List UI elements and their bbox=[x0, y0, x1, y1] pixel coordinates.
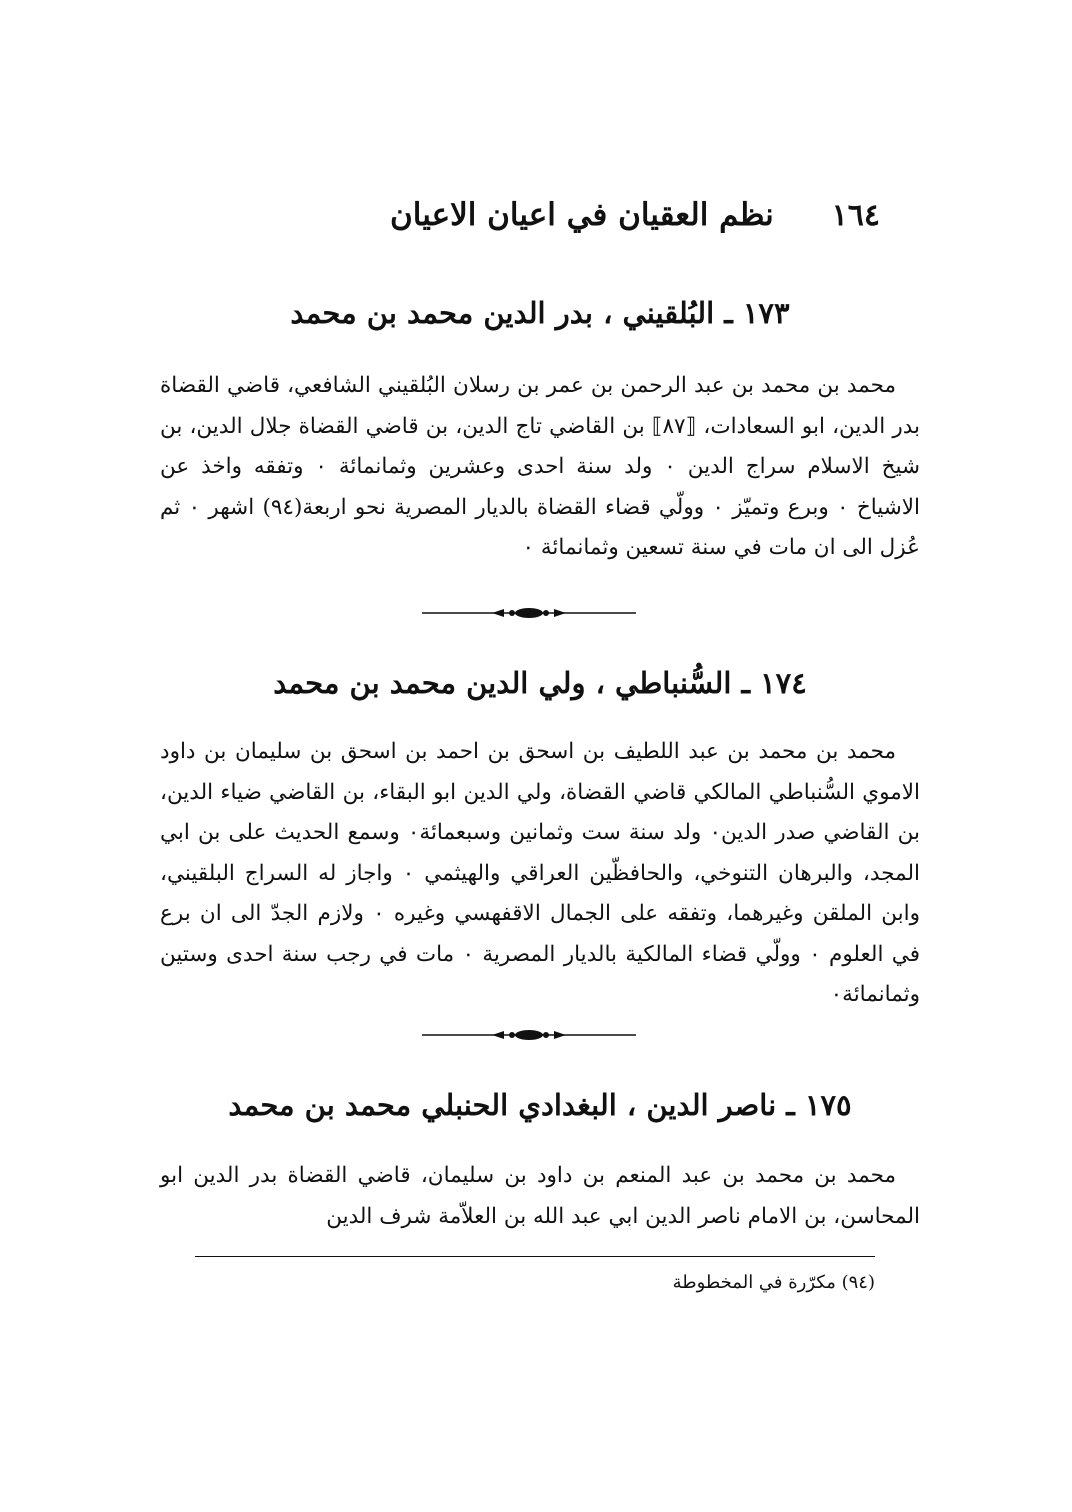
entry-heading-174: ١٧٤ ـ السُّنباطي ، ولي الدين محمد بن محمد bbox=[273, 666, 807, 700]
footnote-94: (٩٤) مكرّرة في المخطوطة bbox=[672, 1272, 875, 1293]
entry-body-175: محمد بن محمد بن عبد المنعم بن داود بن سليمان، قاضي القضاة بدر الدين ابو المحاسن، بن الامام ناصر الدين ابي عبد الله بن العلاّمة شرف الدين bbox=[160, 1163, 920, 1229]
section-divider-ornament bbox=[422, 606, 636, 620]
section-divider-ornament bbox=[422, 1028, 636, 1042]
running-header bbox=[190, 190, 880, 240]
page-number: ١٦٤ bbox=[831, 197, 880, 233]
book-title: نظم العقيان في اعيان الاعيان bbox=[390, 197, 774, 233]
entry-heading-175: ١٧٥ ـ ناصر الدين ، البغدادي الحنبلي محمد بن محمد bbox=[228, 1088, 852, 1122]
entry-heading-173: ١٧٣ ـ البُلقيني ، بدر الدين محمد بن محمد bbox=[290, 296, 790, 330]
footnote-divider bbox=[195, 1256, 875, 1257]
entry-body-173: محمد بن محمد بن عبد الرحمن بن عمر بن رسلان البُلقيني الشافعي، قاضي القضاة بدر الدين، ابو السعادات، ⟦٨٧⟧ بن القاضي تاج الدين، بن قاضي القضاة جلال الدين، بن شيخ الاسلام سراج الدين ٠ ولد سنة احدى وعشرين وثمانمائة ٠ وتفقه واخذ عن الاشياخ ٠ وبرع وتميّز ٠ وولّي قضاء القضاة بالديار المصرية نحو اربعة(٩٤) اشهر ٠ ثم عُزل الى ان مات في سنة تسعين وثمانمائة ٠ bbox=[160, 373, 921, 560]
entry-body-174: محمد بن محمد بن عبد اللطيف بن اسحق بن احمد بن اسحق بن سليمان بن داود الاموي السُّنباطي المالكي قاضي القضاة، ولي الدين ابو البقاء، بن القاضي ضياء الدين، بن القاضي صدر الدين٠ ولد سنة ست وثمانين وسبعمائة٠ وسمع الحديث على بن ابي المجد، والبرهان التنوخي، والحافظّين العراقي والهيثمي ٠ واجاز له السراج البلقيني، وابن الملقن وغيرهما، وتفقه على الجمال الاقفهسي وغيره ٠ ولازم الجدّ الى ان برع في العلوم ٠ وولّي قضاء المالكية بالديار المصرية ٠ مات في رجب سنة احدى وستين وثمانمائة٠ bbox=[160, 739, 920, 1007]
